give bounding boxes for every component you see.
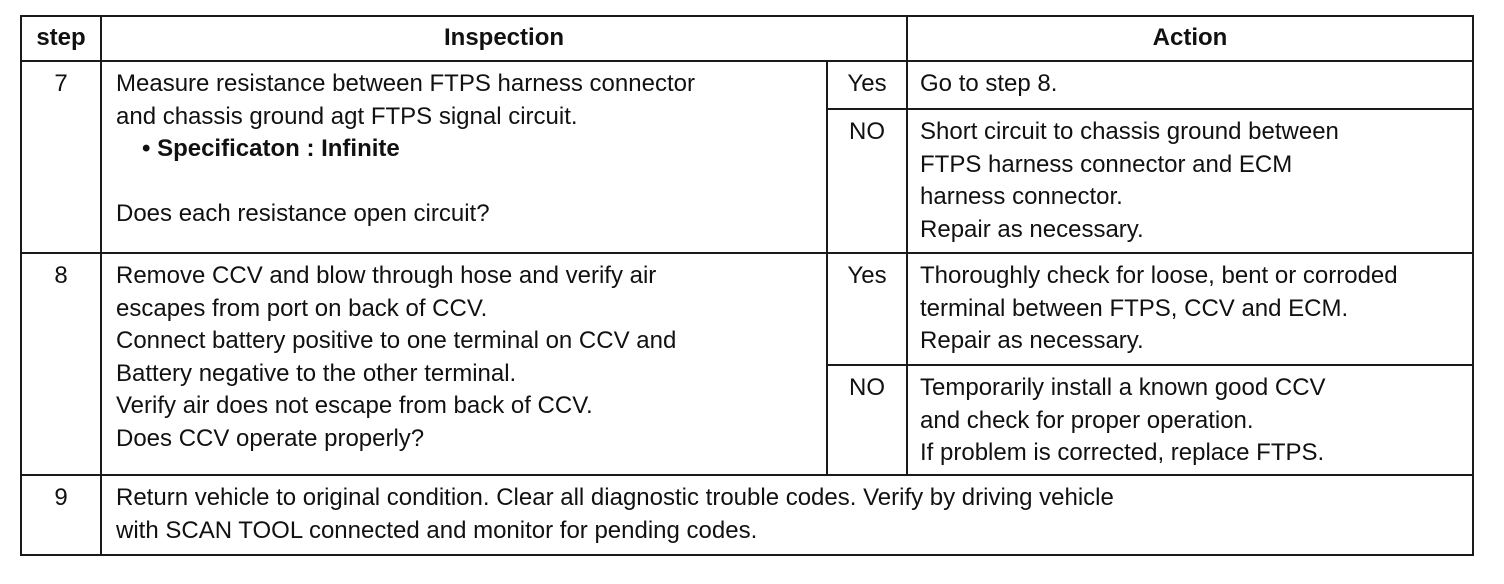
action-line: If problem is corrected, replace FTPS.: [920, 439, 1325, 466]
final-step-line: with SCAN TOOL connected and monitor for pending codes.: [116, 516, 758, 544]
action-cell: [907, 109, 1473, 253]
diagnostic-table: [20, 15, 1474, 556]
inspection-line: Battery negative to the other terminal.: [116, 359, 517, 387]
answer-cell: Yes: [827, 253, 907, 365]
inspection-line: and chassis ground agt FTPS signal circuit.: [116, 102, 578, 130]
table-row: [21, 61, 1473, 109]
action-line: Temporarily install a known good CCV: [920, 374, 1326, 401]
inspection-cell: [101, 61, 827, 253]
action-cell: [907, 61, 1473, 109]
inspection-line: Connect battery positive to one terminal on CCV and: [116, 327, 677, 354]
action-line: Repair as necessary.: [920, 215, 1144, 243]
table-row: [21, 253, 1473, 365]
action-line: FTPS harness connector and ECM: [920, 150, 1293, 178]
inspection-line: Verify air does not escape from back of CCV.: [116, 392, 593, 419]
inspection-line: Remove CCV and blow through hose and verify air: [116, 262, 657, 289]
specification-text: • Specificaton : Infinite: [142, 135, 400, 162]
action-line: Go to step 8.: [920, 70, 1058, 97]
final-step-cell: [101, 475, 1473, 555]
inspection-line: Measure resistance between FTPS harness connector: [116, 70, 695, 97]
answer-cell: NO: [827, 109, 907, 253]
action-line: terminal between FTPS, CCV and ECM.: [920, 294, 1349, 322]
inspection-cell: [101, 253, 827, 475]
final-step-line: Return vehicle to original condition. Clear all diagnostic trouble codes. Verify by driving vehicle: [116, 484, 1114, 511]
header-inspection: Inspection: [101, 16, 907, 61]
action-line: harness connector.: [920, 183, 1123, 210]
action-line: and check for proper operation.: [920, 406, 1254, 434]
header-row: [21, 16, 1473, 61]
answer-cell: NO: [827, 365, 907, 475]
answer-cell: Yes: [827, 61, 907, 109]
inspection-question: Does each resistance open circuit?: [116, 199, 490, 227]
action-cell: [907, 365, 1473, 475]
step-number: 9: [21, 475, 101, 555]
action-cell: [907, 253, 1473, 365]
action-line: Repair as necessary.: [920, 327, 1144, 354]
action-line: Short circuit to chassis ground between: [920, 118, 1339, 145]
inspection-line: Does CCV operate properly?: [116, 424, 425, 452]
inspection-line: escapes from port on back of CCV.: [116, 294, 488, 322]
step-number: 8: [21, 253, 101, 475]
step-number: 7: [21, 61, 101, 253]
action-line: Thoroughly check for loose, bent or corroded: [920, 262, 1398, 289]
header-step: step: [21, 16, 101, 61]
table-row: [21, 475, 1473, 555]
header-action: Action: [907, 16, 1473, 61]
